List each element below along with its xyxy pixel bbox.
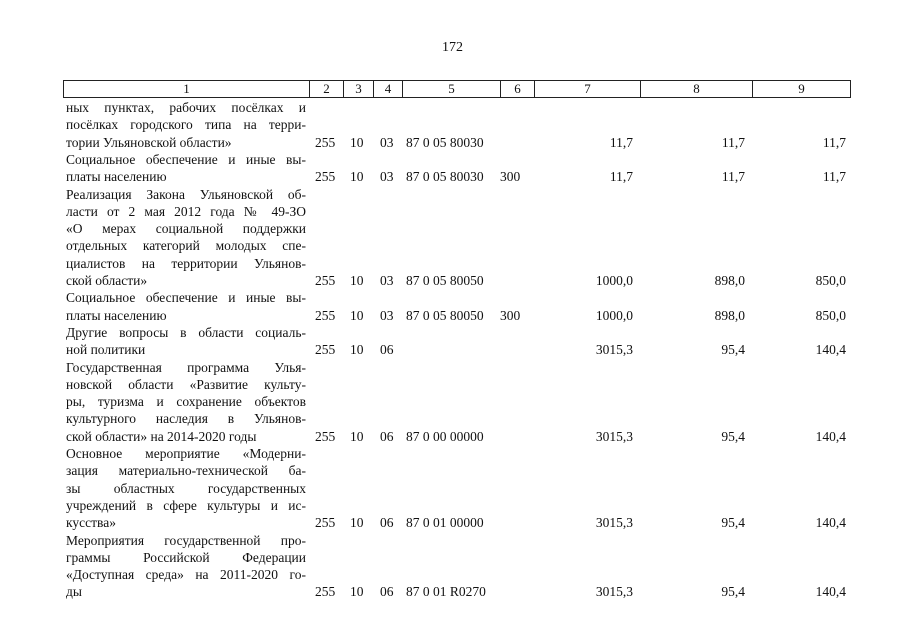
amount-year-1: 3015,3 — [595, 515, 633, 531]
amount-year-3: 140,4 — [815, 428, 846, 444]
description-line: тории Ульяновской области» — [66, 134, 232, 150]
page-number: 172 — [442, 40, 463, 55]
description-line: Реализация Закона Ульяновской об- — [66, 186, 306, 202]
target-article-code: 87 0 05 80030 — [406, 134, 484, 150]
description-line: зы областных государственных — [66, 480, 306, 496]
subsection-code: 06 — [380, 515, 394, 531]
amount-year-2: 95,4 — [721, 515, 745, 531]
description-line: Мероприятия государственной про- — [66, 532, 306, 548]
amount-year-1: 11,7 — [609, 169, 633, 185]
description-line: культурного наследия в Ульянов- — [66, 411, 306, 427]
description-line: платы населению — [66, 169, 167, 185]
amount-year-3: 140,4 — [815, 342, 846, 358]
description-line: ласти от 2 мая 2012 года № 49-ЗО — [66, 203, 306, 219]
amount-year-2: 11,7 — [721, 134, 745, 150]
grbs-code: 255 — [315, 428, 336, 444]
subsection-code: 06 — [380, 342, 394, 358]
grbs-code: 255 — [315, 134, 336, 150]
amount-year-3: 850,0 — [815, 307, 846, 323]
amount-year-2: 95,4 — [721, 342, 745, 358]
description-line: зация материально-технической ба- — [66, 463, 306, 479]
section-code: 10 — [350, 584, 364, 600]
description-line: ской области» на 2014-2020 годы — [66, 428, 257, 444]
amount-year-3: 11,7 — [822, 169, 846, 185]
row-description — [66, 151, 306, 186]
description-line: Другие вопросы в области социаль- — [66, 324, 306, 340]
amount-year-1: 3015,3 — [595, 342, 633, 358]
header-col-2: 2 — [309, 81, 343, 97]
row-description — [66, 186, 306, 290]
subsection-code: 06 — [380, 584, 394, 600]
target-article-code: 87 0 01 00000 — [406, 515, 484, 531]
amount-year-2: 898,0 — [714, 307, 745, 323]
table-row — [0, 151, 905, 186]
amount-year-1: 3015,3 — [595, 584, 633, 600]
amount-year-3: 140,4 — [815, 584, 846, 600]
subsection-code: 03 — [380, 307, 394, 323]
description-line: платы населению — [66, 307, 167, 323]
target-article-code: 87 0 00 00000 — [406, 428, 484, 444]
amount-year-3: 11,7 — [822, 134, 846, 150]
subsection-code: 03 — [380, 273, 394, 288]
table-row — [0, 324, 905, 359]
amount-year-2: 11,7 — [721, 169, 745, 185]
section-code: 10 — [350, 307, 364, 323]
row-description — [66, 99, 306, 151]
description-line: «О мерах социальной поддержки — [66, 221, 306, 237]
amount-year-1: 11,7 — [609, 134, 633, 150]
row-description — [66, 324, 306, 359]
subsection-code: 03 — [380, 169, 394, 185]
row-description — [66, 532, 306, 601]
amount-year-1: 1000,0 — [595, 307, 633, 323]
table-row — [0, 99, 905, 151]
description-line: кусства» — [66, 515, 116, 531]
section-code: 10 — [350, 342, 364, 358]
grbs-code: 255 — [315, 273, 336, 288]
header-col-7: 7 — [534, 81, 640, 97]
description-line: Государственная программа Улья- — [66, 359, 306, 375]
section-code: 10 — [350, 169, 364, 185]
grbs-code: 255 — [315, 307, 336, 323]
description-line: Социальное обеспечение и иные вы- — [66, 151, 306, 167]
table-row — [0, 186, 905, 290]
header-col-9: 9 — [752, 81, 850, 97]
description-line: ной политики — [66, 342, 146, 358]
header-col-6: 6 — [500, 81, 534, 97]
target-article-code: 87 0 05 80030 — [406, 169, 484, 185]
subsection-code: 06 — [380, 428, 394, 444]
description-line: учреждений в сфере культуры и ис- — [66, 497, 306, 513]
target-article-code: 87 0 05 80050 — [406, 273, 484, 288]
row-description — [66, 359, 306, 445]
expense-type-code: 300 — [500, 169, 521, 185]
target-article-code: 87 0 05 80050 — [406, 307, 484, 323]
description-line: Социальное обеспечение и иные вы- — [66, 290, 306, 306]
grbs-code: 255 — [315, 342, 336, 358]
header-col-4: 4 — [373, 81, 402, 97]
amount-year-1: 3015,3 — [595, 428, 633, 444]
section-code: 10 — [350, 273, 364, 288]
section-code: 10 — [350, 134, 364, 150]
target-article-code: 87 0 01 R0270 — [406, 584, 486, 600]
description-line: граммы Российской Федерации — [66, 549, 306, 565]
table-row — [0, 445, 905, 532]
description-line: «Доступная среда» на 2011-2020 го- — [66, 567, 306, 583]
section-code: 10 — [350, 428, 364, 444]
description-line: отдельных категорий молодых спе- — [66, 238, 306, 254]
header-col-5: 5 — [402, 81, 500, 97]
amount-year-2: 898,0 — [714, 273, 745, 288]
description-line: Основное мероприятие «Модерни- — [66, 446, 306, 461]
description-line: ды — [66, 584, 82, 600]
description-line: циалистов на территории Ульянов- — [66, 255, 306, 271]
header-col-1: 1 — [183, 81, 190, 96]
section-code: 10 — [350, 515, 364, 531]
amount-year-2: 95,4 — [721, 428, 745, 444]
description-line: посёлках городского типа на терри- — [66, 117, 306, 133]
table-header — [63, 80, 851, 98]
grbs-code: 255 — [315, 169, 336, 185]
row-description — [66, 445, 306, 531]
table-row — [0, 289, 905, 324]
header-col-3: 3 — [343, 81, 373, 97]
table-row — [0, 359, 905, 446]
subsection-code: 03 — [380, 134, 394, 150]
table-row — [0, 532, 905, 601]
description-line: ры, туризма и сохранение объектов — [66, 394, 306, 410]
amount-year-3: 140,4 — [815, 515, 846, 531]
grbs-code: 255 — [315, 584, 336, 600]
expense-type-code: 300 — [500, 307, 521, 323]
row-description — [66, 289, 306, 324]
description-line: новской области «Развитие культу- — [66, 376, 306, 392]
header-col-8: 8 — [640, 81, 752, 97]
grbs-code: 255 — [315, 515, 336, 531]
amount-year-2: 95,4 — [721, 584, 745, 600]
amount-year-3: 850,0 — [815, 273, 846, 288]
description-line: ской области» — [66, 272, 148, 288]
description-line: ных пунктах, рабочих посёлках и — [66, 100, 306, 115]
amount-year-1: 1000,0 — [595, 273, 633, 288]
